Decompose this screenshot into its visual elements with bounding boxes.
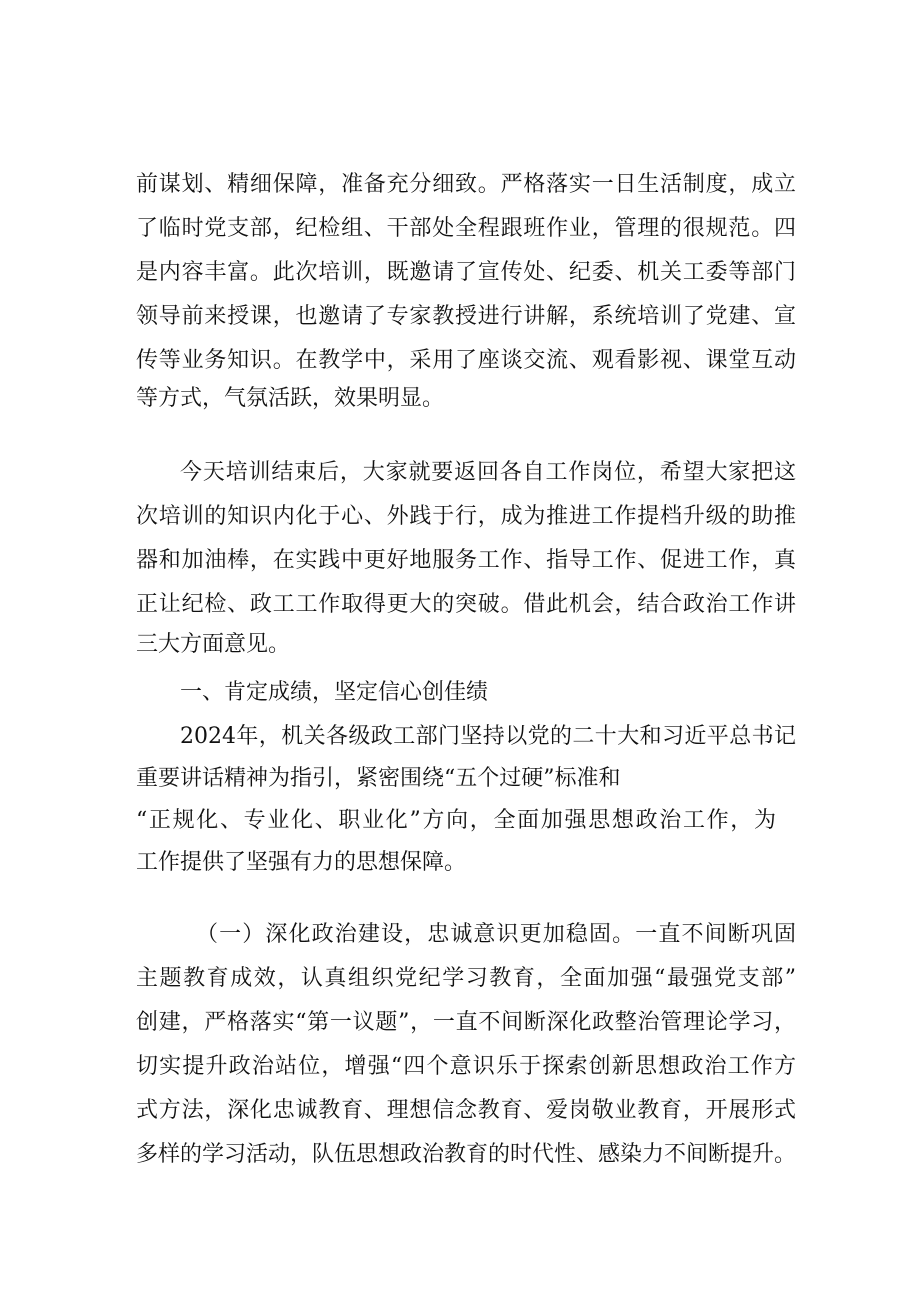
section-heading: 一、肯定成绩，坚定信心创佳绩	[180, 680, 489, 705]
body-text-line: 等方式，气氛活跃，效果明显。	[136, 386, 445, 411]
body-text-line: 切实提升政治站位，增强“四个意识乐于探索创新思想政治工作方	[136, 1054, 796, 1079]
body-text-line: 次培训的知识内化于心、外践于行，成为推进工作提档升级的助推	[136, 504, 796, 529]
body-text-line: 多样的学习活动，队伍思想政治教育的时代性、感染力不间断提升。	[136, 1142, 797, 1167]
body-text-line: 式方法，深化忠诚教育、理想信念教育、爱岗敬业教育，开展形式	[136, 1098, 796, 1123]
body-text-line: 重要讲话精神为指引，紧密围绕“五个过硬”标准和	[136, 766, 621, 791]
body-text-line: 正让纪检、政工工作取得更大的突破。借此机会，结合政治工作讲	[136, 592, 796, 617]
body-text-line: 器和加油棒，在实践中更好地服务工作、指导工作、促进工作，真	[136, 548, 796, 573]
body-text-line: （一）深化政治建设，忠诚意识更加稳固。一直不间断巩固	[196, 922, 796, 947]
body-text-line: 工作提供了坚强有力的思想保障。	[136, 850, 467, 875]
body-text-line: 了临时党支部，纪检组、干部处全程跟班作业，管理的很规范。四	[136, 216, 796, 241]
body-text-line: 前谋划、精细保障，准备充分细致。严格落实一日生活制度，成立	[136, 172, 796, 197]
body-text-line: 三大方面意见。	[136, 632, 291, 657]
body-text-line: 领导前来授课，也邀请了专家教授进行讲解，系统培训了党建、宣	[136, 304, 796, 329]
body-text-line: 传等业务知识。在教学中，采用了座谈交流、观看影视、课堂互动	[136, 348, 796, 373]
body-text-line: 主题教育成效，认真组织党纪学习教育，全面加强“最强党支部”	[136, 966, 796, 991]
body-text-line: 今天培训结束后，大家就要返回各自工作岗位，希望大家把这	[180, 460, 796, 485]
body-text-line: 2024年，机关各级政工部门坚持以党的二十大和习近平总书记	[180, 724, 796, 749]
body-text-line: 创建，严格落实“第一议题”，一直不间断深化政整治管理论学习，	[136, 1010, 796, 1035]
body-text-line: 是内容丰富。此次培训，既邀请了宣传处、纪委、机关工委等部门	[136, 260, 796, 285]
body-text-line: “正规化、专业化、职业化”方向，全面加强思想政治工作，为	[136, 808, 776, 833]
